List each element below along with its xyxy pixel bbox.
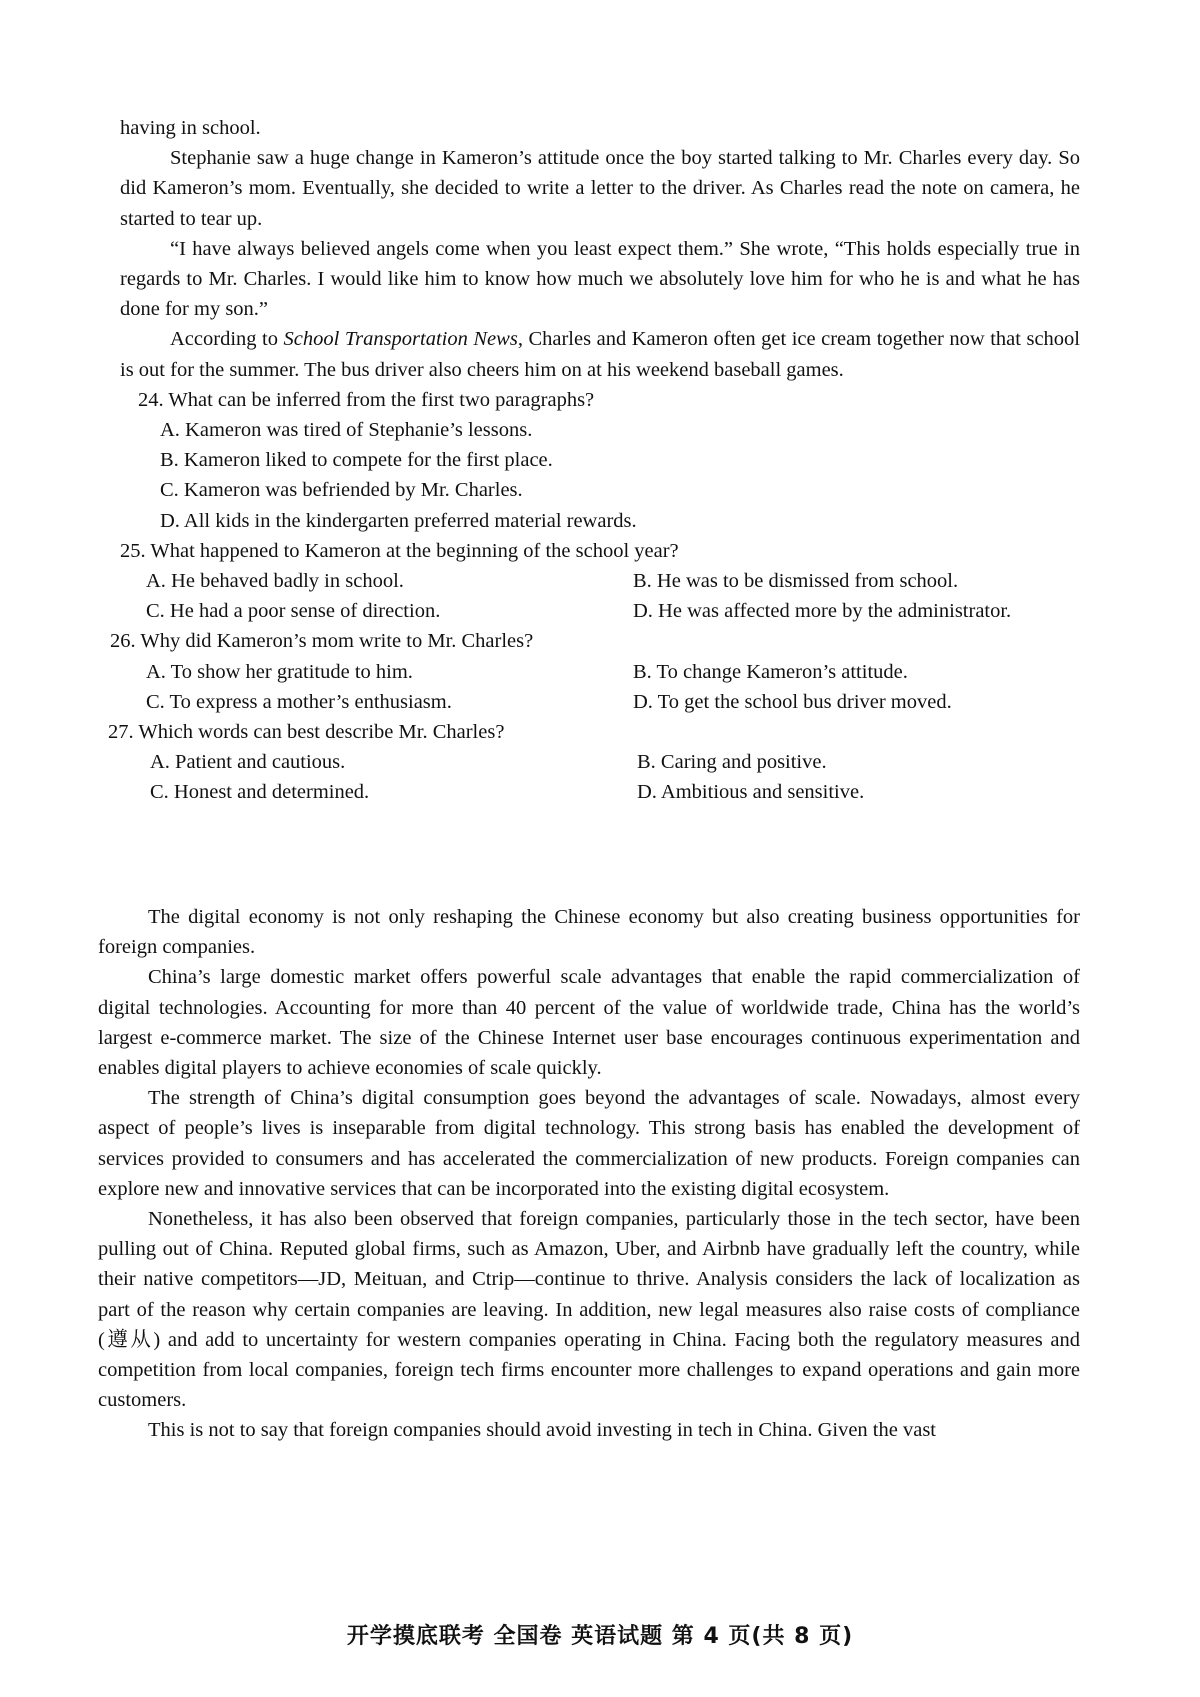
option-row — [110, 657, 1080, 687]
question-26 — [110, 626, 1080, 717]
option-b[interactable]: B. To change Kameron’s attitude. — [633, 660, 908, 683]
option-a[interactable]: A. Patient and cautious. — [150, 751, 346, 774]
question-stem — [138, 385, 1080, 415]
option-d[interactable]: D. To get the school bus driver moved. — [633, 690, 952, 713]
option-c[interactable]: C. Honest and determined. — [150, 781, 370, 804]
paragraph — [120, 324, 1080, 384]
option-c[interactable]: C. He had a poor sense of direction. — [146, 600, 441, 623]
question-text: Why did Kameron’s mom write to Mr. Charles? — [140, 630, 534, 653]
paragraph: Stephanie saw a huge change in Kameron’s attitude once the boy started talking to Mr. Charles every day. So did Kameron’s mom. Eventually, she decided to write a letter to the driver. As Charles read the note on camera, he started to tear up. — [120, 147, 1080, 230]
passage-two — [98, 902, 1080, 1446]
paragraph: having in school. — [120, 117, 261, 139]
option-list — [138, 415, 1080, 536]
question-text: What happened to Kameron at the beginning of the school year? — [150, 539, 679, 562]
paragraph-text: According to — [170, 328, 284, 351]
question-stem — [108, 717, 1080, 747]
option-row — [120, 566, 1080, 596]
question-number: 25. — [120, 539, 146, 562]
option-a[interactable]: A. He behaved badly in school. — [146, 570, 404, 593]
option-b[interactable]: B. He was to be dismissed from school. — [633, 570, 959, 593]
question-24 — [120, 385, 1080, 536]
question-number: 27. — [108, 721, 134, 744]
passage-one — [108, 113, 1080, 808]
option-d[interactable]: D. All kids in the kindergarten preferred material rewards. — [160, 509, 637, 532]
option-row — [120, 596, 1080, 626]
page-footer: 开学摸底联考 全国卷 英语试题 第 4 页(共 8 页) — [346, 1624, 854, 1649]
paragraph: Nonetheless, it has also been observed that foreign companies, particularly those in the tech sector, have been pulling out of China. Reputed global firms, such as Amazon, Uber, and Airbnb have gradually left the country, while their native competitors—JD, Meituan, and Ctrip—continue to thrive. Analysis considers the lack of localization as part of the reason why certain companies are leaving. In addition, new legal measures also raise costs of compliance (遵从) and add to uncertainty for western companies operating in China. Facing both the regulatory measures and competition from local companies, foreign tech firms encounter more challenges to expand operations and gain more customers. — [98, 1208, 1080, 1412]
question-number: 26. — [110, 630, 136, 653]
question-stem — [110, 626, 1080, 656]
option-b[interactable]: B. Caring and positive. — [637, 751, 827, 774]
paragraph: This is not to say that foreign companies should avoid investing in tech in China. Given the vast — [148, 1419, 936, 1442]
option-row — [108, 747, 1080, 777]
question-25 — [120, 536, 1080, 627]
question-text: Which words can best describe Mr. Charles? — [138, 721, 505, 744]
option-d[interactable]: D. Ambitious and sensitive. — [637, 781, 865, 804]
option-c[interactable]: C. Kameron was befriended by Mr. Charles. — [160, 479, 523, 502]
paragraph: The strength of China’s digital consumption goes beyond the advantages of scale. Nowadays, almost every aspect of people’s lives is inseparable from digital technology. This strong basis has enabled the development of services provided to consumers and has accelerated the commercialization of new products. Foreign companies can explore new and innovative services that can be incorporated into the existing digital ecosystem. — [98, 1087, 1080, 1200]
option-a[interactable]: A. To show her gratitude to him. — [146, 660, 413, 683]
question-text: What can be inferred from the first two paragraphs? — [168, 388, 595, 411]
option-c[interactable]: C. To express a mother’s enthusiasm. — [146, 690, 452, 713]
paragraph-text: , Charles and Kameron often get ice cream together now that school is out for the summer. The bus driver also cheers him on at his weekend baseball games. — [120, 328, 1080, 381]
paragraph: The digital economy is not only reshaping the Chinese economy but also creating business opportunities for foreign companies. — [98, 906, 1080, 959]
publication-title: School Transportation News — [283, 328, 518, 351]
option-row — [108, 777, 1080, 807]
question-27 — [108, 717, 1080, 808]
option-b[interactable]: B. Kameron liked to compete for the first place. — [160, 449, 553, 472]
option-d[interactable]: D. He was affected more by the administrator. — [633, 600, 1012, 623]
paragraph: “I have always believed angels come when you least expect them.” She wrote, “This holds especially true in regards to Mr. Charles. I would like him to know how much we absolutely love him for who he is and what he has done for my son.” — [120, 237, 1080, 321]
question-stem — [120, 536, 1080, 566]
paragraph: China’s large domestic market offers powerful scale advantages that enable the rapid commercialization of digital technologies. Accounting for more than 40 percent of the value of worldwide trade, China has the world’s largest e-commerce market. The size of the Chinese Internet user base encourages continuous experimentation and enables digital players to achieve economies of scale quickly. — [98, 966, 1080, 1080]
question-number: 24. — [138, 388, 164, 411]
option-a[interactable]: A. Kameron was tired of Stephanie’s lessons. — [160, 419, 533, 442]
option-row — [110, 687, 1080, 717]
